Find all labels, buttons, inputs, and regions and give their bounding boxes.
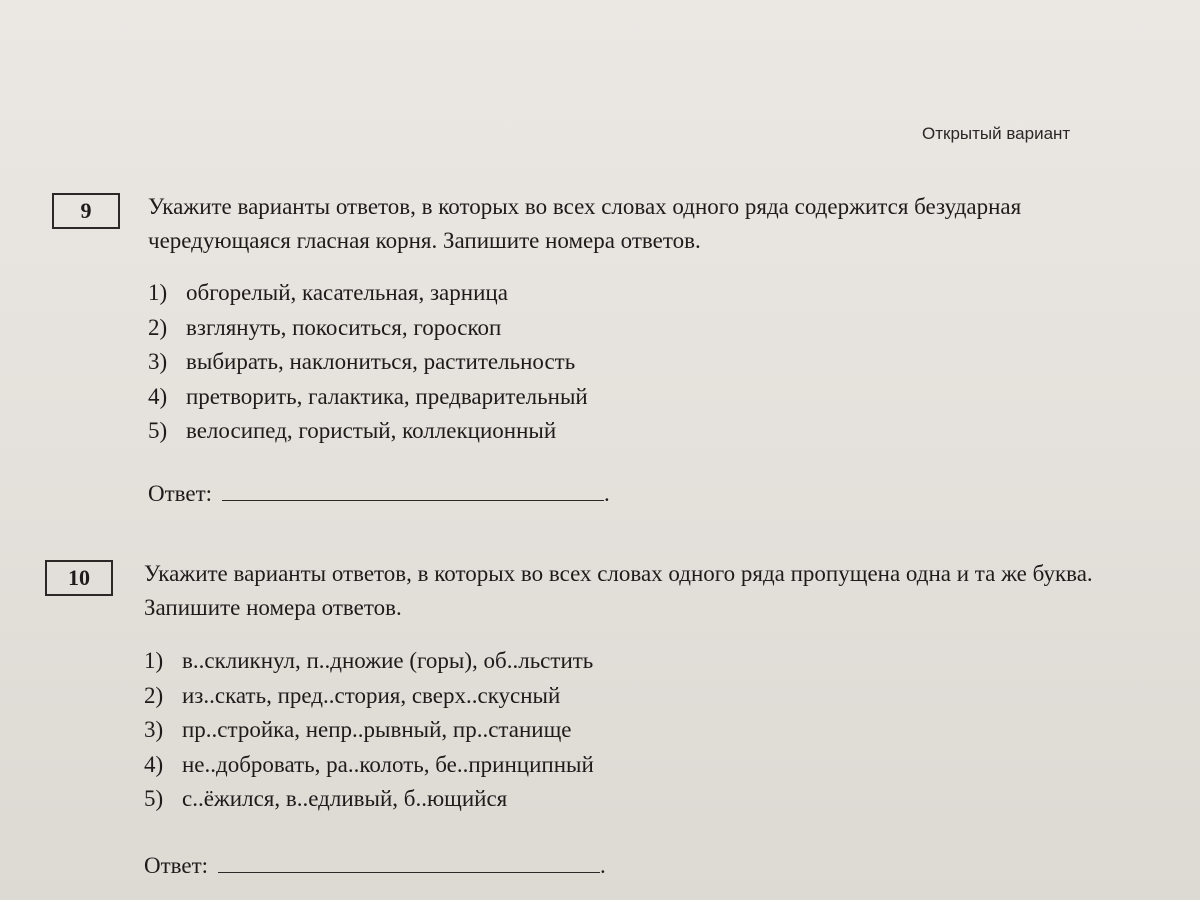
question-9-text: Укажите варианты ответов, в которых во всех словах одного ряда содержится безударная чередующаяся гласная корня. Запишите номера ответов.	[148, 194, 1022, 253]
question-9-option-2	[148, 311, 588, 346]
option-number: 4)	[148, 383, 168, 409]
question-10-answer	[144, 850, 606, 881]
question-10-option-4	[144, 748, 594, 783]
option-text: обгорелый, касательная, зарница	[186, 280, 508, 305]
question-10-option-2	[144, 679, 594, 714]
option-number: 3)	[144, 717, 164, 742]
answer-period: .	[604, 481, 610, 506]
question-10-number-box: 10	[45, 560, 113, 596]
option-text: выбирать, наклониться, растительность	[186, 349, 576, 374]
question-9-number-box: 9	[52, 193, 120, 229]
option-number: 4)	[144, 751, 164, 777]
option-number: 5)	[144, 786, 164, 811]
option-text: не..добровать, ра..колоть, бе..принципный	[182, 751, 594, 777]
option-number: 5)	[148, 418, 168, 443]
option-number: 1)	[148, 280, 168, 305]
option-number: 2)	[148, 314, 168, 340]
answer-label: Ответ:	[148, 481, 213, 506]
question-10-options	[144, 644, 594, 817]
question-9-options	[148, 276, 588, 449]
option-text: велосипед, гористый, коллекционный	[186, 418, 557, 443]
question-10-option-1	[144, 644, 594, 679]
answer-label: Ответ:	[144, 853, 209, 878]
question-9-option-4	[148, 380, 588, 415]
option-text: в..скликнул, п..дножие (горы), об..льстить	[182, 648, 594, 673]
option-text: пр..стройка, непр..рывный, пр..станище	[182, 717, 572, 742]
question-9-option-1	[148, 276, 588, 311]
option-text: с..ёжился, в..едливый, б..ющийся	[182, 786, 508, 811]
answer-blank-line[interactable]	[222, 478, 604, 501]
option-text: взглянуть, покоситься, гороскоп	[186, 314, 502, 340]
question-10-option-5	[144, 782, 594, 817]
option-number: 3)	[148, 349, 168, 374]
question-10-option-3	[144, 713, 594, 748]
answer-period: .	[600, 853, 606, 878]
option-number: 1)	[144, 648, 164, 673]
variant-header: Открытый вариант	[922, 124, 1071, 143]
question-10-text: Укажите варианты ответов, в которых во всех словах одного ряда пропущена одна и та же буква. Запишите номера ответов.	[144, 561, 1093, 620]
option-text: из..скать, пред..стория, сверх..скусный	[182, 682, 561, 708]
question-9-option-3	[148, 345, 588, 380]
option-number: 2)	[144, 682, 164, 708]
answer-blank-line[interactable]	[218, 850, 600, 873]
question-9-answer	[148, 478, 610, 509]
question-9-option-5	[148, 414, 588, 449]
option-text: претворить, галактика, предварительный	[186, 383, 588, 409]
